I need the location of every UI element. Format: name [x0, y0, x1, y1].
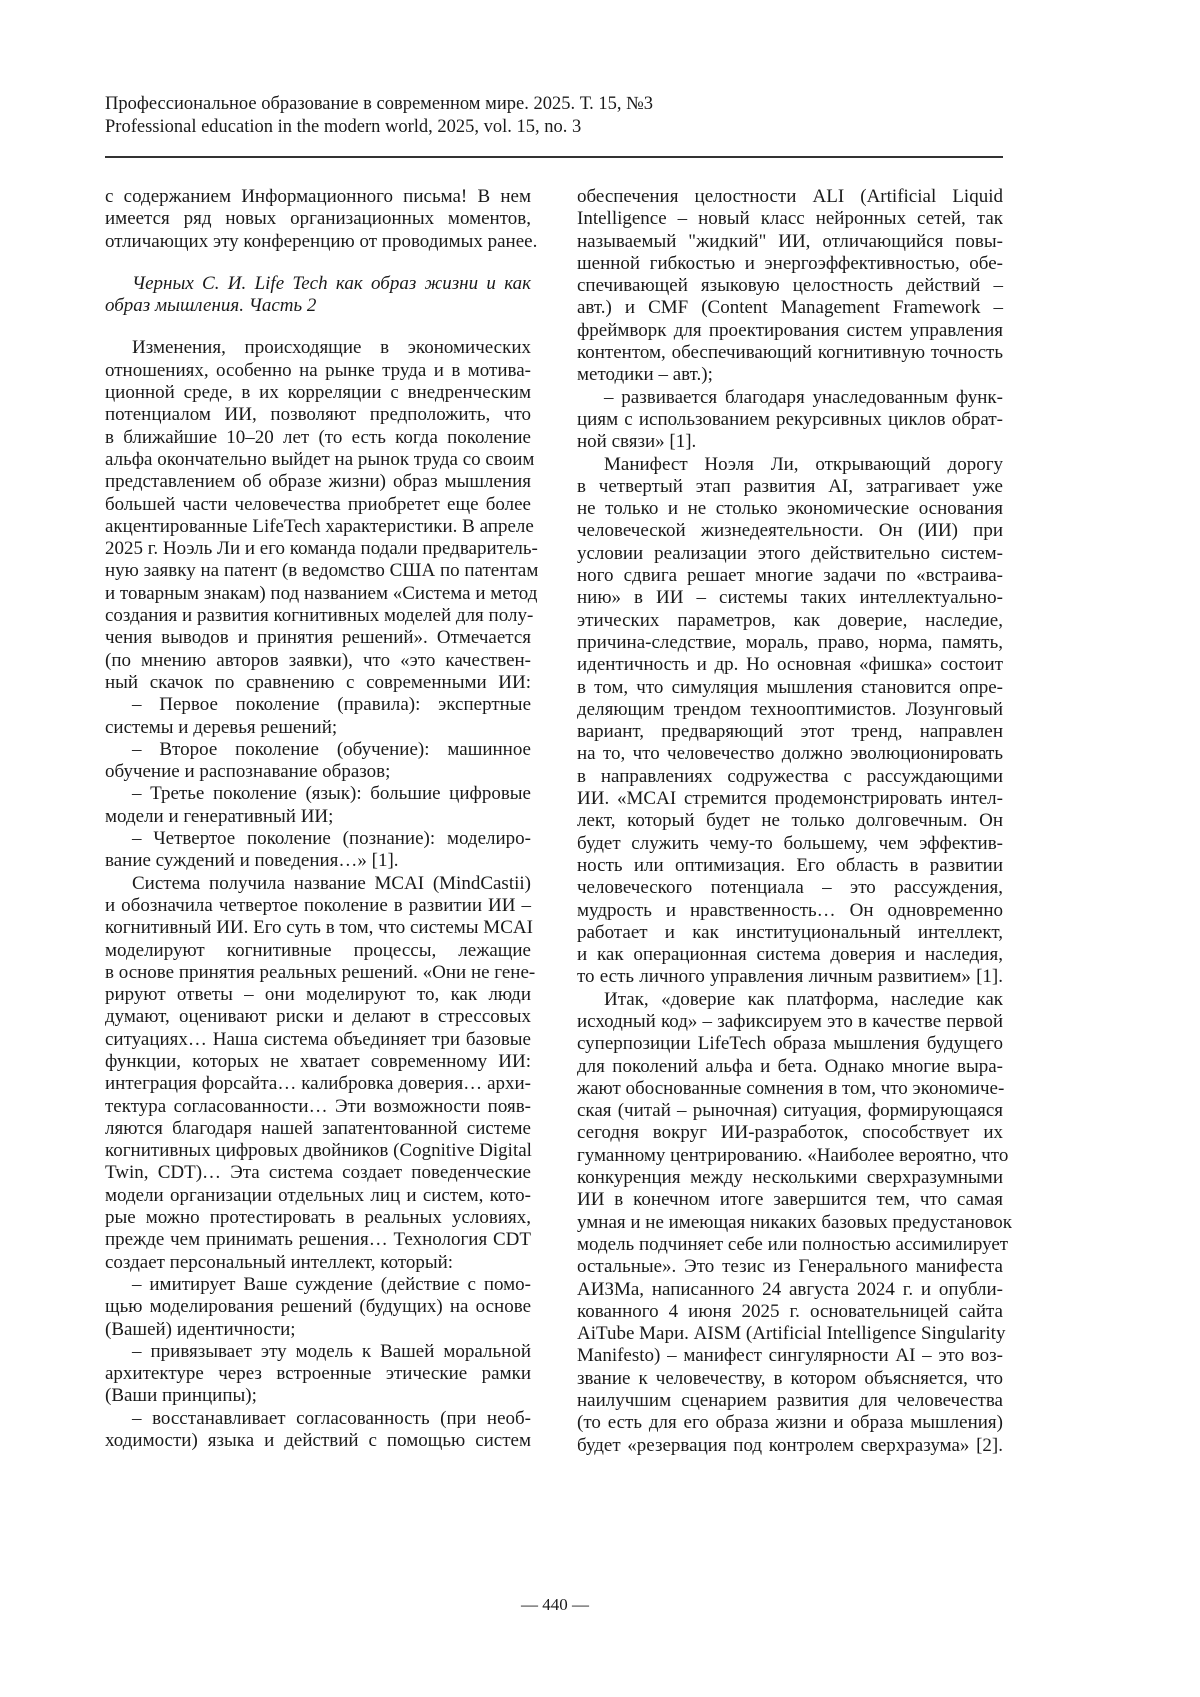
text-line: интеграция форсайта… калибровка доверия… архи- [105, 1073, 531, 1095]
text-line: ситуациях… Наша система объединяет три базовые [105, 1029, 531, 1051]
text-line: – развивается благодаря унаследованным функ- [577, 387, 1003, 409]
text-line: – Второе поколение (обучение): машинное [105, 739, 531, 761]
paragraph [105, 739, 531, 784]
text-line: условии реализации этого действительно систем- [577, 543, 1003, 565]
text-line: тектура согласованности… Эти возможности появ- [105, 1096, 531, 1118]
paragraph [105, 783, 531, 828]
text-line: ный скачок по сравнению с современными ИИ: [105, 672, 531, 694]
journal-header [105, 93, 653, 139]
text-line: ность или оптимизация. Его область в развитии [577, 855, 1003, 877]
text-line: нию» в ИИ – системы таких интеллектуально- [577, 587, 1003, 609]
paragraph [577, 387, 1003, 454]
text-line: не только и не столько экономические основания [577, 498, 1003, 520]
text-line: думают, оценивают риски и делают в стрессовых [105, 1006, 531, 1028]
text-line: наилучшим сценарием развития для человечества [577, 1390, 1003, 1412]
text-line: называемый "жидкий" ИИ, отличающийся повы- [577, 231, 1003, 253]
text-line: будет «резервация под контролем сверхразума» [2]. [577, 1435, 1003, 1457]
text-line: идентичность и др. Но основная «фишка» состоит [577, 654, 1003, 676]
text-line: 2025 г. Ноэль Ли и его команда подали предваритель- [105, 538, 531, 560]
text-line: в том, что симуляция мышления становится опре- [577, 677, 1003, 699]
text-line: фреймворк для проектирования систем управления [577, 320, 1003, 342]
text-line: исходный код» – зафиксируем это в качестве первой [577, 1011, 1003, 1033]
text-line: ляются благодаря нашей запатентованной системе [105, 1118, 531, 1140]
text-line: – Третье поколение (язык): большие цифровые [105, 783, 531, 805]
text-line: с содержанием Информационного письма! В нем [105, 186, 531, 208]
paragraph [105, 1408, 531, 1453]
text-line: сегодня вокруг ИИ-разработок, способствует их [577, 1122, 1003, 1144]
text-line: имеется ряд новых организационных моментов, [105, 208, 531, 230]
text-line: – привязывает эту модель к Вашей моральной [105, 1341, 531, 1363]
text-line: для поколений альфа и бета. Однако многие выра- [577, 1056, 1003, 1078]
text-line: ская (читай – рыночная) ситуация, формирующаяся [577, 1100, 1003, 1122]
text-line: – Четвертое поколение (познание): моделиро- [105, 828, 531, 850]
text-line: конкуренция между несколькими сверхразумными [577, 1167, 1003, 1189]
text-line: и товарным знакам) под названием «Система и метод [105, 583, 531, 605]
text-line: шенной гибкостью и энергоэффективностью, обе- [577, 253, 1003, 275]
text-line: контентом, обеспечивающий когнитивную точность [577, 342, 1003, 364]
text-line: Итак, «доверие как платформа, наследие как [577, 989, 1003, 1011]
text-line: Черных С. И. Life Tech как образ жизни и как [105, 273, 531, 295]
text-line: когнитивный ИИ. Его суть в том, что системы MCAI [105, 917, 531, 939]
text-line: в четвертый этап развития AI, затрагивает уже [577, 476, 1003, 498]
text-line: умная и не имеющая никаких базовых предустановок [577, 1212, 1003, 1234]
text-line: звание к человечеству, в котором объясняется, что [577, 1368, 1003, 1390]
text-line: циям с использованием рекурсивных циклов обрат- [577, 409, 1003, 431]
paragraph [105, 1341, 531, 1408]
text-line: (то есть для его образа жизни и образа мышления) [577, 1412, 1003, 1434]
text-line: обеспечения целостности ALI (Artificial Liquid [577, 186, 1003, 208]
text-line: спечивающей языковую целостность действий – [577, 275, 1003, 297]
text-line: Манифест Ноэля Ли, открывающий дорогу [577, 454, 1003, 476]
text-column-left [105, 186, 531, 1452]
journal-title-en: Professional education in the modern world, 2025, vol. 15, no. 3 [105, 116, 653, 139]
paragraph [105, 186, 531, 253]
text-line: и обозначила четвертое поколение в развитии ИИ – [105, 895, 531, 917]
text-line: модели организации отдельных лиц и систем, кото- [105, 1185, 531, 1207]
text-line: – имитирует Ваше суждение (действие с помо- [105, 1274, 531, 1296]
text-line: Intelligence – новый класс нейронных сетей, так [577, 208, 1003, 230]
text-line: причина-следствие, мораль, право, норма, память, [577, 632, 1003, 654]
text-line: методики – авт.); [577, 364, 1003, 386]
paragraph [577, 989, 1003, 1457]
text-line: авт.) и CMF (Content Management Framework – [577, 297, 1003, 319]
text-column-right [577, 186, 1003, 1457]
text-line: будет служить чему-то большему, чем эффектив- [577, 833, 1003, 855]
text-line: Manifesto) – манифест сингулярности AI – это воз- [577, 1345, 1003, 1367]
text-line: в направлениях содружества с рассуждающими [577, 766, 1003, 788]
text-line: вание суждений и поведения…» [1]. [105, 850, 531, 872]
text-line: на то, что человечество должно эволюционировать [577, 743, 1003, 765]
text-line: человеческого потенциала – это рассуждения, [577, 877, 1003, 899]
text-line: функции, которых не хватает современному ИИ: [105, 1051, 531, 1073]
text-line: образ мышления. Часть 2 [105, 295, 531, 317]
text-line: суперпозиции LifeTech образа мышления будущего [577, 1033, 1003, 1055]
text-line: рируют ответы – они моделируют то, как люди [105, 984, 531, 1006]
paragraph [105, 694, 531, 739]
text-line: модели и генеративный ИИ; [105, 806, 531, 828]
text-line: (Ваши принципы); [105, 1385, 531, 1407]
text-line: потенциалом ИИ, позволяют предположить, что [105, 404, 531, 426]
text-line: отношениях, особенно на рынке труда и в мотива- [105, 360, 531, 382]
text-line: отличающих эту конференцию от проводимых ранее. [105, 231, 531, 253]
text-line: создает персональный интеллект, который: [105, 1252, 531, 1274]
text-line: ной связи» [1]. [577, 431, 1003, 453]
text-line: ного сдвига решает многие задачи по «встраива- [577, 565, 1003, 587]
paragraph [105, 873, 531, 1274]
text-line: ционной среде, в их корреляции с внедренческим [105, 382, 531, 404]
text-line: ИИ в конечном итоге завершится тем, что самая [577, 1189, 1003, 1211]
text-line: жают обоснованные сомнения в том, что экономиче- [577, 1078, 1003, 1100]
journal-title-ru: Профессиональное образование в современном мире. 2025. Т. 15, №3 [105, 93, 653, 116]
text-line: и как операционная система доверия и наследия, [577, 944, 1003, 966]
article-title [105, 273, 531, 318]
text-line: модель подчиняет себе или полностью ассимилирует [577, 1234, 1003, 1256]
text-line: работает и как институциональный интеллект, [577, 922, 1003, 944]
text-line: когнитивных цифровых двойников (Cognitive Digital [105, 1140, 531, 1162]
text-line: рые можно протестировать в реальных условиях, [105, 1207, 531, 1229]
text-line: АИЗМа, написанного 24 августа 2024 г. и опубли- [577, 1279, 1003, 1301]
text-line: – восстанавливает согласованность (при необ- [105, 1408, 531, 1430]
text-line: создания и развития когнитивных моделей для полу- [105, 605, 531, 627]
text-line: человеческой жизнедеятельности. Он (ИИ) при [577, 520, 1003, 542]
text-line: AiTube Мари. AISM (Artificial Intelligence Singularity [577, 1323, 1003, 1345]
text-line: Twin, CDT)… Эта система создает поведенческие [105, 1162, 531, 1184]
text-line: обучение и распознавание образов; [105, 761, 531, 783]
text-line: гуманному центрированию. «Наиболее вероятно, что [577, 1145, 1003, 1167]
text-line: Изменения, происходящие в экономических [105, 337, 531, 359]
text-line: лект, который будет не только долговечным. Он [577, 810, 1003, 832]
text-line: большей части человечества приобретет еще более [105, 494, 531, 516]
paragraph [105, 828, 531, 873]
paragraph [577, 454, 1003, 989]
text-line: то есть личного управления личным развитием» [1]. [577, 966, 1003, 988]
text-line: ходимости) языка и действий с помощью систем [105, 1430, 531, 1452]
text-line: вариант, предваряющий этот тренд, направлен [577, 721, 1003, 743]
text-line: чения выводов и принятия решений». Отмечается [105, 627, 531, 649]
text-line: – Первое поколение (правила): экспертные [105, 694, 531, 716]
text-line: этических параметров, как доверие, наследие, [577, 610, 1003, 632]
text-line: моделируют когнитивные процессы, лежащие [105, 940, 531, 962]
text-line: прежде чем принимать решения… Технология CDT [105, 1229, 531, 1251]
text-line: представлением об образе жизни) образ мышления [105, 471, 531, 493]
page-number: — 440 — [0, 1595, 1110, 1615]
text-line: деляющим трендом технооптимистов. Лозунговый [577, 699, 1003, 721]
text-line: Система получила название MCAI (MindCastii) [105, 873, 531, 895]
text-line: щью моделирования решений (будущих) на основе [105, 1296, 531, 1318]
text-line: остальные». Это тезис из Генерального манифеста [577, 1256, 1003, 1278]
text-line: (по мнению авторов заявки), что «это качествен- [105, 650, 531, 672]
text-line: акцентированные LifeTech характеристики. В апреле [105, 516, 531, 538]
text-line: альфа окончательно выйдет на рынок труда со своим [105, 449, 531, 471]
paragraph [105, 1274, 531, 1341]
text-line: (Вашей) идентичности; [105, 1319, 531, 1341]
text-line: в ближайшие 10–20 лет (то есть когда поколение [105, 427, 531, 449]
text-line: ную заявку на патент (в ведомство США по патентам [105, 560, 531, 582]
header-divider [105, 156, 1003, 158]
paragraph [105, 337, 531, 694]
text-line: ИИ. «MCAI стремится продемонстрировать интел- [577, 788, 1003, 810]
text-line: кованного 4 июня 2025 г. основательницей сайта [577, 1301, 1003, 1323]
text-line: мудрость и нравственность… Он одновременно [577, 900, 1003, 922]
text-line: в основе принятия реальных решений. «Они не гене- [105, 962, 531, 984]
text-line: системы и деревья решений; [105, 717, 531, 739]
text-line: архитектуре через встроенные этические рамки [105, 1363, 531, 1385]
paragraph [577, 186, 1003, 387]
